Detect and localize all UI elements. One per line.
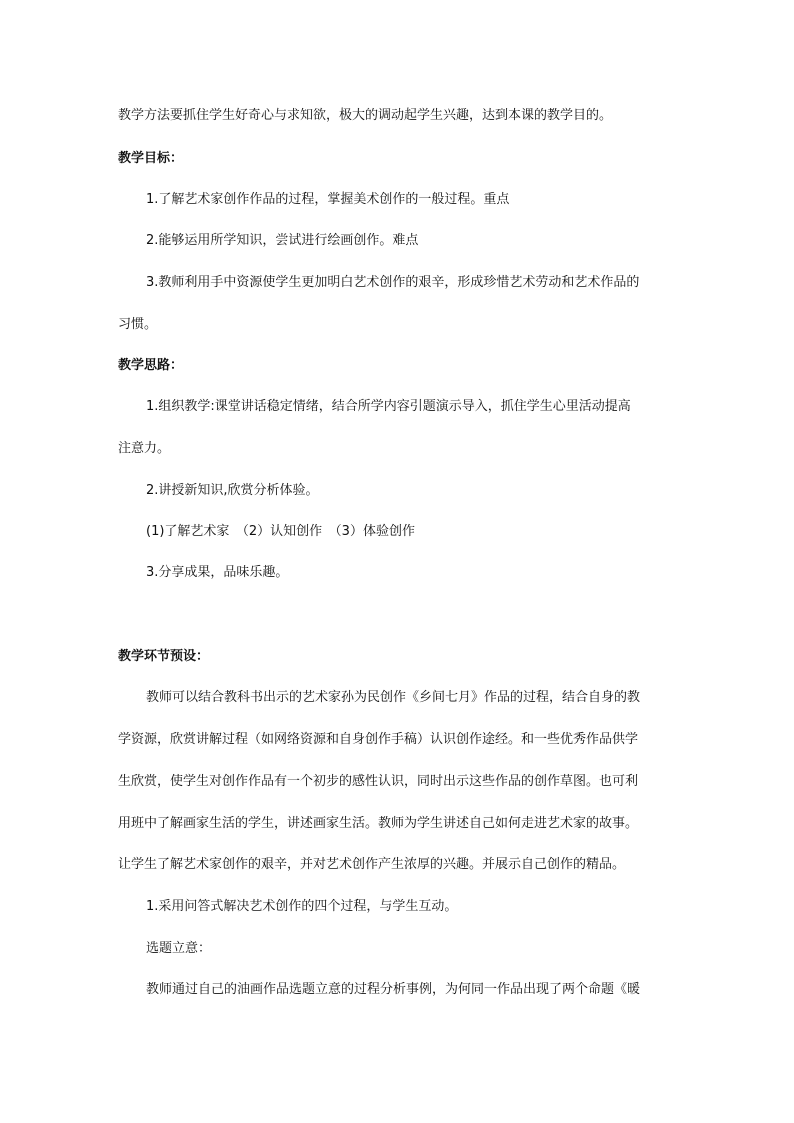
- approach-item-1: 1.组织教学:课堂讲话稳定情绪，结合所学内容引题演示导入，抓住学生心里活动提高: [146, 399, 631, 414]
- goal-item-3: 3.教师利用手中资源使学生更加明白艺术创作的艰辛，形成珍惜艺术劳动和艺术作品的: [146, 275, 640, 290]
- plan-paragraph-line-4: 用班中了解画家生活的学生，讲述画家生活。教师为学生讲述自己如何走进艺术家的故事。: [118, 816, 639, 831]
- heading-teaching-approach: 教学思路：: [118, 358, 184, 373]
- goal-item-1: 1.了解艺术家创作作品的过程，掌握美术创作的一般过程。重点: [146, 192, 510, 207]
- plan-step-1: 1.采用问答式解决艺术创作的四个过程，与学生互动。: [146, 899, 458, 914]
- heading-teaching-goals: 教学目标：: [118, 151, 184, 166]
- goal-item-3-cont: 习惯。: [118, 317, 158, 332]
- plan-paragraph-line-5: 让学生了解艺术家创作的艰辛，并对艺术创作产生浓厚的兴趣。并展示自己创作的精品。: [118, 857, 626, 872]
- subheading-topic-selection: 选题立意：: [146, 941, 212, 956]
- plan-paragraph-line-3: 生欣赏，使学生对创作作品有一个初步的感性认识，同时出示这些作品的创作草图。也可利: [118, 774, 639, 789]
- goal-item-2: 2.能够运用所学知识，尝试进行绘画创作。难点: [146, 233, 419, 248]
- approach-subitems: (1)了解艺术家 （2）认知创作 （3）体验创作: [146, 524, 415, 539]
- approach-item-2: 2.讲授新知识,欣赏分析体验。: [146, 483, 319, 498]
- topic-selection-paragraph: 教师通过自己的油画作品选题立意的过程分析事例，为何同一作品出现了两个命题《暖: [146, 982, 641, 997]
- plan-paragraph-line-1: 教师可以结合教科书出示的艺术家孙为民创作《乡间七月》作品的过程，结合自身的教: [146, 690, 641, 705]
- approach-item-1-cont: 注意力。: [118, 441, 171, 456]
- heading-lesson-plan: 教学环节预设：: [118, 649, 210, 664]
- approach-item-3: 3.分享成果，品味乐趣。: [146, 565, 289, 580]
- intro-paragraph: 教学方法要抓住学生好奇心与求知欲，极大的调动起学生兴趣，达到本课的教学目的。: [118, 108, 613, 123]
- plan-paragraph-line-2: 学资源，欣赏讲解过程（如网络资源和自身创作手稿）认识创作途经。和一些优秀作品供学: [118, 732, 639, 747]
